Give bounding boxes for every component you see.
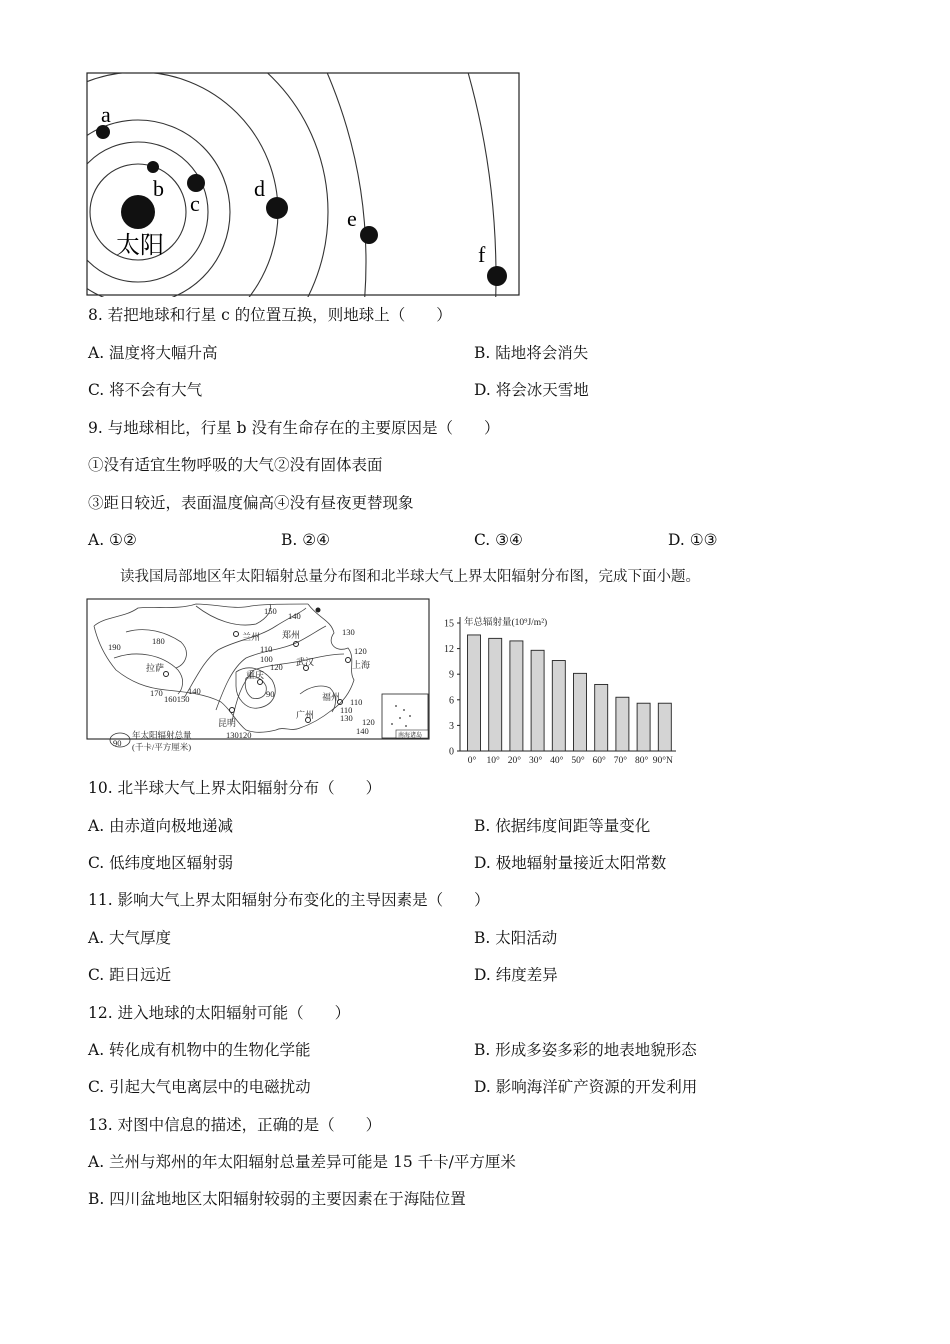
city-guangzhou: 广州 <box>296 710 315 720</box>
city-shanghai: 上海 <box>352 660 371 670</box>
bar <box>637 703 650 751</box>
x-tick-label: 90°N <box>652 756 673 766</box>
q11-option-c[interactable]: C. 距日远近 <box>88 966 172 984</box>
x-tick-label: 60° <box>592 756 606 766</box>
planet-f <box>487 266 507 286</box>
legend-value: 90 <box>113 738 122 748</box>
label-c: c <box>190 191 200 216</box>
contour-label-130120: 130120 <box>226 730 252 740</box>
contour-label-150a: 150 <box>264 606 277 616</box>
section-intro: 读我国局部地区年太阳辐射总量分布图和北半球大气上界太阳辐射分布图，完成下面小题。 <box>120 569 700 585</box>
city-kunming: 昆明 <box>218 718 237 728</box>
q8-option-a[interactable]: A. 温度将大幅升高 <box>88 344 218 362</box>
y-tick-label: 9 <box>449 669 454 681</box>
bar <box>658 703 671 751</box>
inset-label: 南海诸岛 <box>398 733 423 739</box>
planet-d <box>266 197 288 219</box>
label-e: e <box>347 206 357 231</box>
orbit-7 <box>0 0 496 1037</box>
label-b: b <box>153 176 164 201</box>
sun <box>121 195 155 229</box>
bar <box>489 638 502 751</box>
q10-option-c[interactable]: C. 低纬度地区辐射弱 <box>88 854 234 872</box>
solar-system-figure <box>86 72 520 298</box>
contour-label-130b: 130 <box>340 713 353 723</box>
q13-stem: 13. 对图中信息的描述，正确的是（ ） <box>88 1116 382 1134</box>
q12-option-c[interactable]: C. 引起大气电离层中的电磁扰动 <box>88 1078 311 1096</box>
chart-title: 年总辐射量(10⁹J/m²) <box>464 618 548 628</box>
city-wuhan: 武汉 <box>296 657 315 667</box>
contour-label-90: 90 <box>266 689 275 699</box>
bar <box>510 641 523 751</box>
q9-option-c[interactable]: C. ③④ <box>474 531 523 549</box>
contour-label-130: 130 <box>342 627 355 637</box>
city-chongqing: 重庆 <box>246 670 265 680</box>
q12-option-b[interactable]: B. 形成多姿多彩的地表地貌形态 <box>474 1041 697 1059</box>
bar <box>552 661 565 751</box>
contour-label-110a: 110 <box>260 644 273 654</box>
q12-stem: 12. 进入地球的太阳辐射可能（ ） <box>88 1004 351 1022</box>
x-tick-label: 10° <box>486 756 500 766</box>
x-tick-label: 80° <box>634 756 649 766</box>
bar <box>595 684 608 751</box>
q10-option-a[interactable]: A. 由赤道向极地递减 <box>88 817 234 835</box>
planet-e <box>360 226 378 244</box>
contour-label-120a: 120 <box>354 646 367 656</box>
contour-label-100: 100 <box>260 654 273 664</box>
bar <box>574 673 587 751</box>
contour-label-140b: 140 <box>188 686 201 696</box>
y-tick-label: 0 <box>449 746 454 758</box>
q10-stem: 10. 北半球大气上界太阳辐射分布（ ） <box>88 779 382 797</box>
q9-option-d[interactable]: D. ①③ <box>668 531 718 549</box>
contour-label-110b: 110 <box>350 697 363 707</box>
y-tick-label: 6 <box>449 695 454 707</box>
y-tick-label: 15 <box>444 618 454 630</box>
contour-label-110c: 110 <box>340 705 353 715</box>
contour-label-180: 180 <box>152 636 165 646</box>
label-sun: 太阳 <box>116 233 164 259</box>
radiation-bar-chart <box>434 610 704 768</box>
planet-a <box>96 125 110 139</box>
bar <box>531 650 544 751</box>
city-lanzhou: 兰州 <box>242 632 261 642</box>
q8-option-b[interactable]: B. 陆地将会消失 <box>474 344 589 362</box>
label-d: d <box>254 176 265 201</box>
y-tick-label: 12 <box>444 644 454 656</box>
planet-c <box>187 174 205 192</box>
figure-border <box>87 73 519 295</box>
bar <box>616 697 629 751</box>
contour-label-120b: 120 <box>270 662 283 672</box>
q8-stem: 8. 若把地球和行星 c 的位置互换，则地球上（ ） <box>88 306 452 324</box>
city-fuzhou: 福州 <box>322 692 341 702</box>
q11-stem: 11. 影响大气上界太阳辐射分布变化的主导因素是（ ） <box>88 891 490 909</box>
x-tick-label: 20° <box>507 756 522 766</box>
q9-statements-2: ③距日较近，表面温度偏高④没有昼夜更替现象 <box>88 494 414 512</box>
x-tick-label: 0° <box>467 756 477 766</box>
contour-label-170: 170 <box>150 688 163 698</box>
q13-option-a[interactable]: A. 兰州与郑州的年太阳辐射总量差异可能是 15 千卡/平方厘米 <box>88 1153 516 1171</box>
city-dot-beijing <box>316 608 321 613</box>
x-tick-label: 50° <box>571 756 585 766</box>
contour-label-140a: 140 <box>288 611 301 621</box>
q12-option-d[interactable]: D. 影响海洋矿产资源的开发利用 <box>474 1078 698 1096</box>
q9-statements-1: ①没有适宜生物呼吸的大气②没有固体表面 <box>88 456 383 474</box>
label-f: f <box>478 242 486 267</box>
x-tick-label: 40° <box>550 756 564 766</box>
x-tick-label: 30° <box>528 756 543 766</box>
contour-label-140c: 140 <box>356 726 369 736</box>
q10-option-b[interactable]: B. 依据纬度间距等量变化 <box>474 817 651 835</box>
contour-label-190: 190 <box>108 642 121 652</box>
label-a: a <box>101 102 111 127</box>
contour-label-120c: 120 <box>362 717 375 727</box>
x-tick-label: 70° <box>613 756 628 766</box>
planet-b <box>147 161 159 173</box>
city-lasa: 拉萨 <box>146 663 165 673</box>
q8-option-d[interactable]: D. 将会冰天雪地 <box>474 381 589 399</box>
q9-option-b[interactable]: B. ②④ <box>281 531 331 549</box>
q11-option-a[interactable]: A. 大气厚度 <box>88 929 172 947</box>
q11-option-b[interactable]: B. 太阳活动 <box>474 929 558 947</box>
q8-option-c[interactable]: C. 将不会有大气 <box>88 381 203 399</box>
city-zhengzhou: 郑州 <box>282 630 301 640</box>
legend-unit: (千卡/平方厘米) <box>132 742 192 752</box>
bar <box>468 635 481 751</box>
q10-option-d[interactable]: D. 极地辐射量接近太阳常数 <box>474 854 667 872</box>
q12-option-a[interactable]: A. 转化成有机物中的生物化学能 <box>88 1041 311 1059</box>
q9-option-a[interactable]: A. ①② <box>88 531 137 549</box>
china-radiation-map <box>86 598 430 752</box>
contour-label-160150: 160150 <box>164 694 190 704</box>
q13-option-b[interactable]: B. 四川盆地地区太阳辐射较弱的主要因素在于海陆位置 <box>88 1190 466 1208</box>
y-tick-label: 3 <box>449 720 454 732</box>
q11-option-d[interactable]: D. 纬度差异 <box>474 966 558 984</box>
legend-title: 年太阳辐射总量 <box>132 730 192 740</box>
q9-stem: 9. 与地球相比，行星 b 没有生命存在的主要原因是（ ） <box>88 419 500 437</box>
